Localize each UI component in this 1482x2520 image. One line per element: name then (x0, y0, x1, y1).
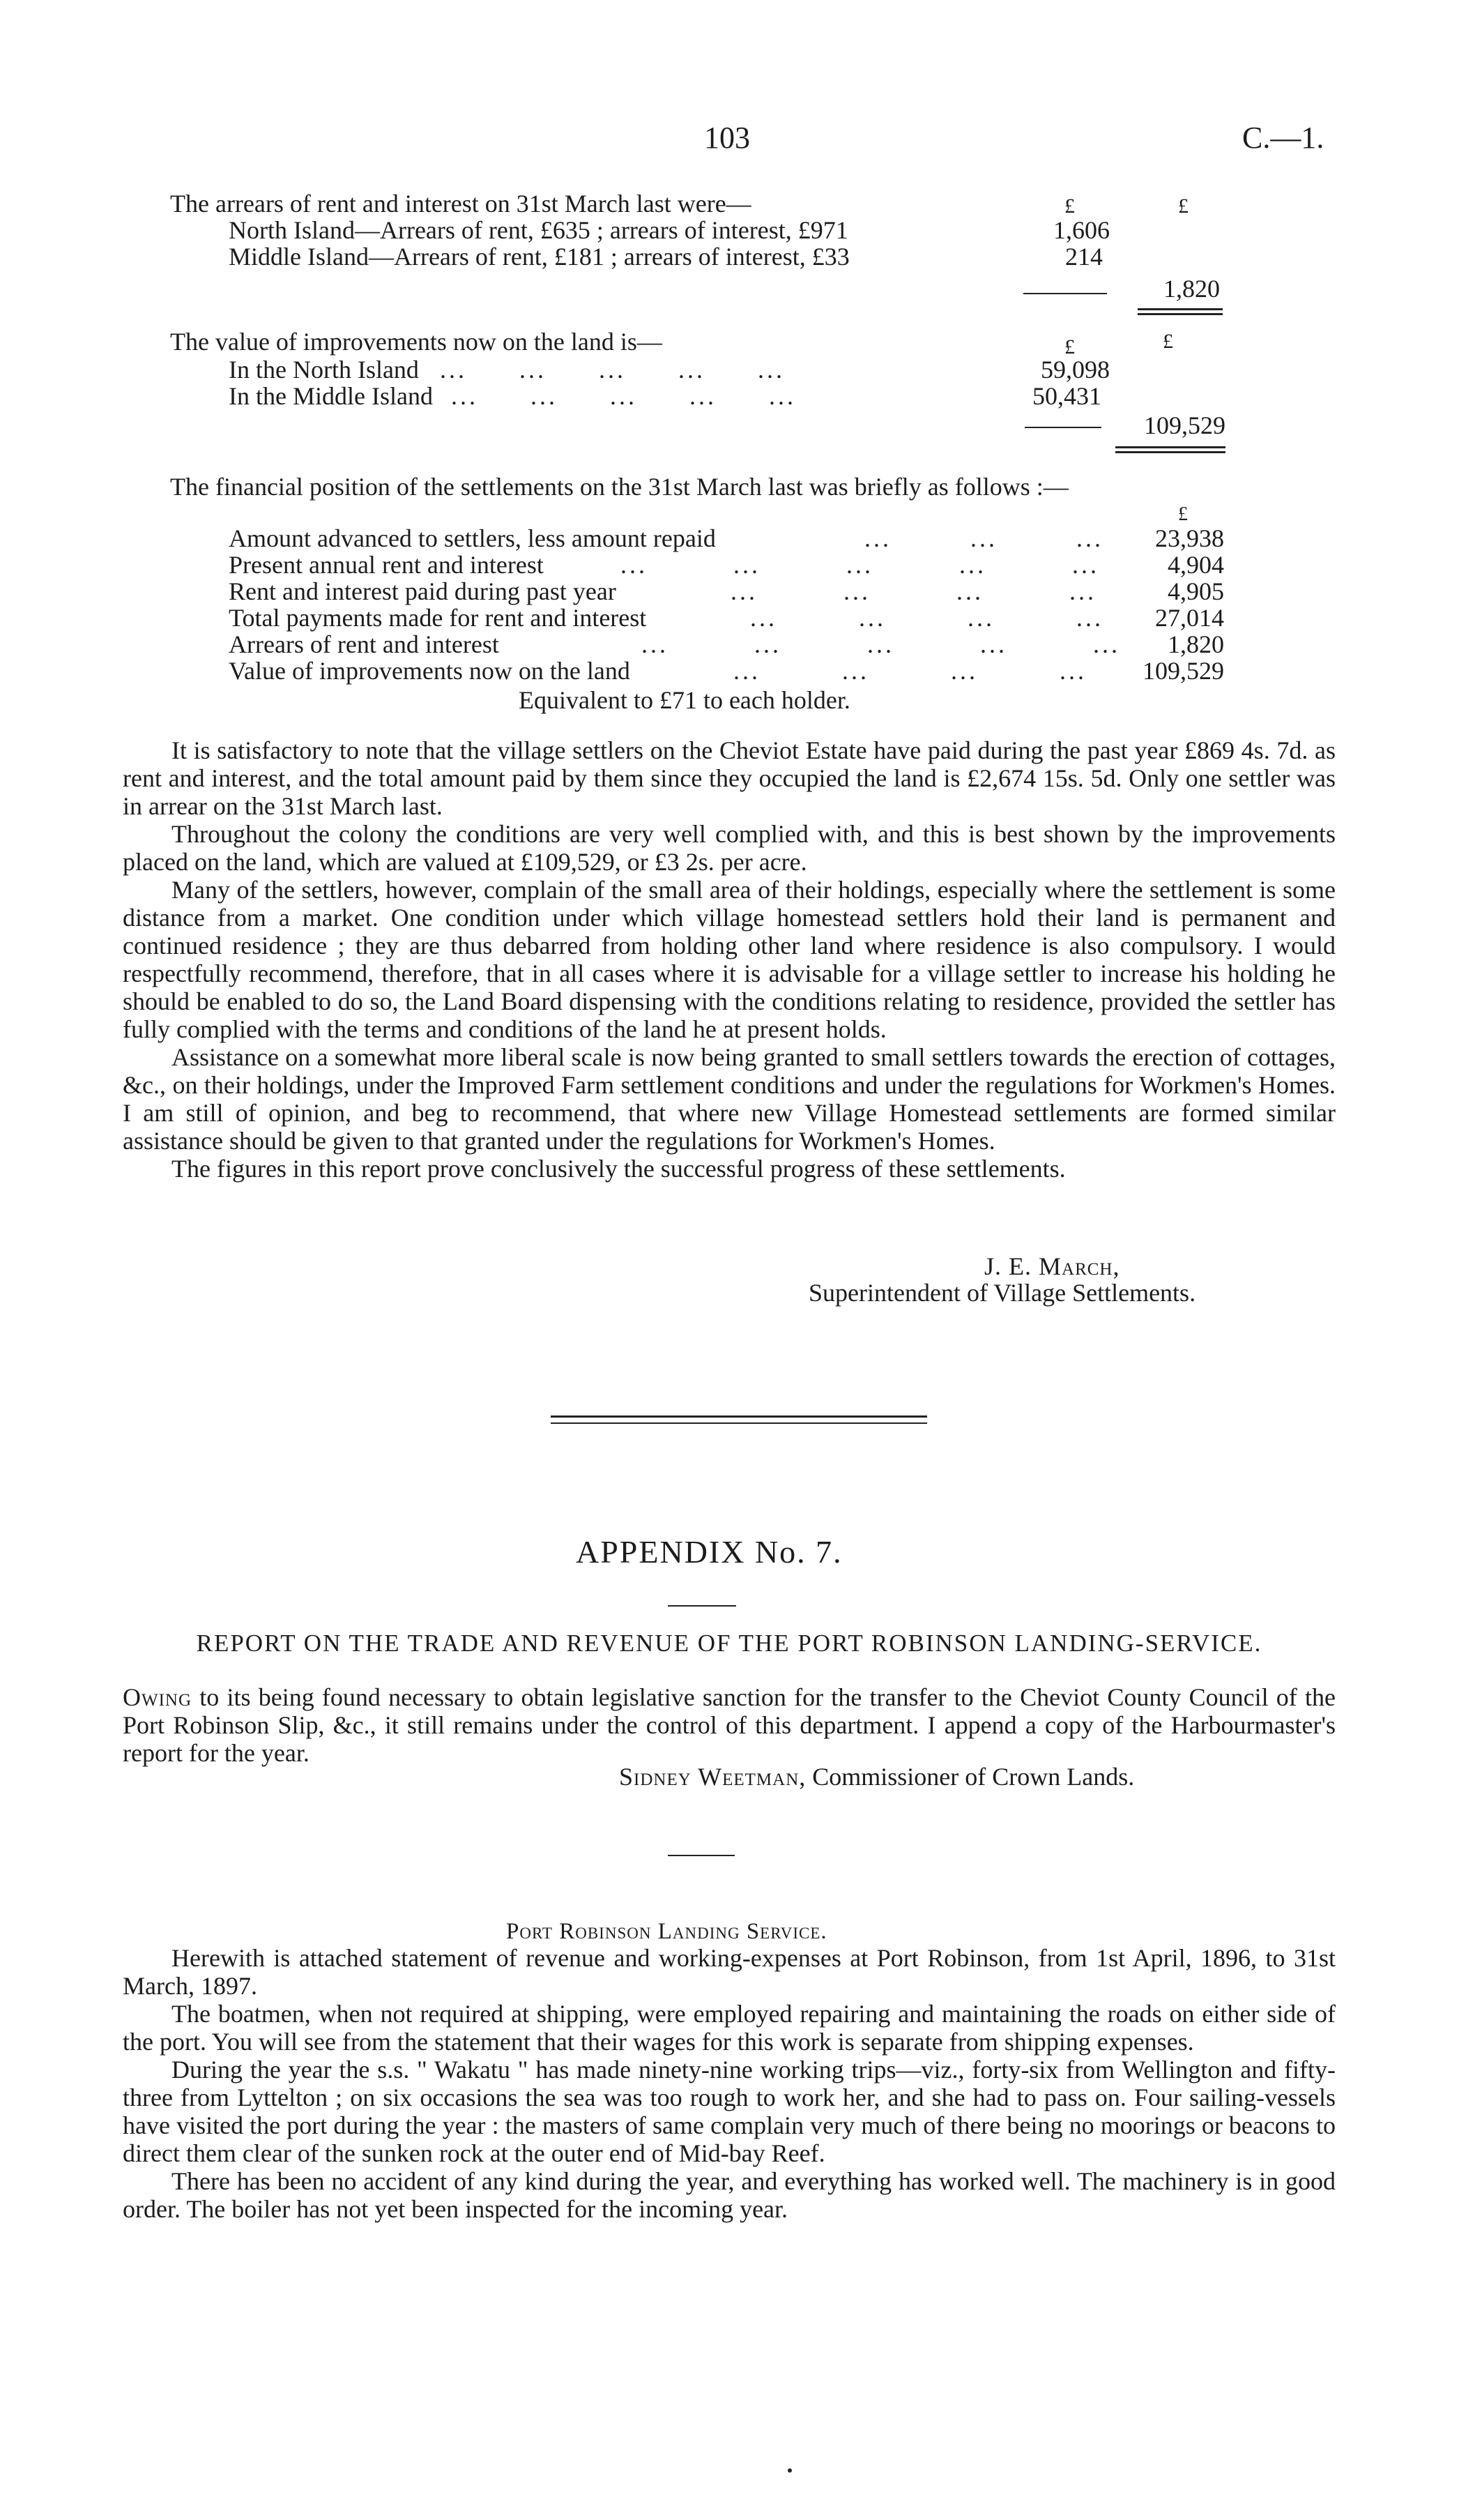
financial-value-3: 4,905 (1168, 577, 1224, 605)
body-paragraph: Throughout the colony the conditions are very well complied with, and this is best shown by the improvements placed on the land, which are valued at £109,529, or £3 2s. per acre. (123, 820, 1336, 876)
appendix-intro-paragraph (123, 1683, 1336, 1767)
page-number: 103 (704, 121, 750, 155)
financial-dots-4: ... ... ... ... (750, 604, 1103, 632)
landing-service-paragraph: Herewith is attached statement of revenue and working-expenses at Port Robinson, from 1st April, 1896, to 31st March, 1897. (123, 1944, 1336, 2000)
improvements-label-north: In the North Island (229, 356, 419, 384)
settlement-report-body (123, 736, 1336, 1183)
body-paragraph: Many of the settlers, however, complain of the small area of their holdings, especially where the settlement is some distance from a market. One condition under which village homestead settlers hold their land is permanent and continued residence ; they are thus debarred from holding other land where residence is also compulsory. I would respectfully recommend, therefore, that in all cases where it is advisable for a village settler to increase his holding he should be enabled to do so, the Land Board dispensing with the conditions relating to residence, provided the settler has fully complied with the terms and conditions of the land he at present holds. (123, 876, 1336, 1043)
arrears-value-middle: 214 (1065, 243, 1103, 271)
section-divider-bottom (551, 1422, 927, 1424)
appendix-signature-title: Commissioner of Crown Lands. (806, 1763, 1135, 1791)
improvements-total-double-rule-2 (1115, 451, 1225, 453)
body-paragraph: Assistance on a somewhat more liberal scale is now being granted to small settlers towards the erection of cottages, &c., on their holdings, under the Improved Farm settlement conditions and under the regulations for Workmen's Homes. I am still of opinion, and beg to recommend, that where new Village Homestead settlements are formed similar assistance should be given to that granted under the regulations for Workmen's Homes. (123, 1043, 1336, 1155)
improvements-line-north (229, 356, 785, 384)
appendix-signature (619, 1763, 1134, 1791)
financial-line-4: Total payments made for rent and interest (229, 604, 647, 632)
arrears-total-double-rule-2 (1138, 313, 1223, 315)
improvements-total: 109,529 (1144, 411, 1225, 439)
appendix-signature-name: Sidney Weetman, (619, 1763, 807, 1791)
financial-value-4: 27,014 (1155, 604, 1224, 632)
arrears-col1-symbol: £ (1064, 195, 1075, 218)
financial-value-6: 109,529 (1143, 657, 1224, 685)
improvements-line-middle (229, 382, 796, 410)
appendix-lead-text: to its being found necessary to obtain legislative sanction for the transfer to the Cheviot County Council of the Port Robinson Slip, &c., it still remains under the control of this department. I append a copy of the Harbourmaster's report for the year. (123, 1683, 1336, 1767)
appendix-title: APPENDIX No. 7. (576, 1534, 843, 1570)
financial-line-5: Arrears of rent and interest (229, 630, 499, 658)
arrears-total: 1,820 (1163, 275, 1220, 303)
landing-service-body (123, 1944, 1336, 2223)
financial-equivalent: Equivalent to £71 to each holder. (519, 686, 850, 714)
improvements-value-middle: 50,431 (1032, 382, 1101, 410)
arrears-value-north: 1,606 (1053, 216, 1110, 244)
body-paragraph: It is satisfactory to note that the village settlers on the Cheviot Estate have paid during the past year £869 4s. 7d. as rent and interest, and the total amount paid by them since they occupied the land is £2,674 15s. 5d. Only one settler was in arrear on the 31st March last. (123, 736, 1336, 820)
financial-value-5: 1,820 (1168, 630, 1224, 658)
document-reference: C.—1. (1242, 121, 1324, 155)
financial-intro: The financial position of the settlements on the 31st March last was briefly as follows :— (170, 473, 1069, 501)
arrears-intro: The arrears of rent and interest on 31st March last were— (170, 190, 751, 218)
arrears-total-double-rule-1 (1138, 308, 1223, 310)
financial-dots-3: ... ... ... ... (731, 577, 1097, 605)
financial-dots-1: ... ... ... (864, 524, 1103, 552)
financial-symbol: £ (1178, 503, 1188, 525)
improvements-dots-north: ... ... ... ... ... (439, 356, 785, 384)
report-title-text: REPORT ON THE TRADE AND REVENUE OF THE PORT ROBINSON LANDING-SERVICE. (196, 1630, 1262, 1657)
signature-name: J. E. March, (984, 1252, 1120, 1280)
appendix-short-rule (668, 1855, 735, 1856)
appendix-title-rule (668, 1605, 736, 1607)
financial-dots-6: ... ... ... ... (733, 657, 1087, 685)
improvements-dots-middle: ... ... ... ... ... (450, 382, 796, 410)
financial-line-3: Rent and interest paid during past year (229, 577, 616, 605)
appendix-intro (123, 1683, 1336, 1767)
report-title (123, 1630, 1336, 1657)
improvements-col1-symbol: £ (1064, 335, 1075, 358)
improvements-label-middle: In the Middle Island (229, 382, 433, 410)
arrears-subtotal-rule (1023, 293, 1107, 294)
arrears-col2-symbol: £ (1178, 195, 1189, 218)
foot-mark (788, 2468, 792, 2473)
financial-line-2: Present annual rent and interest (229, 551, 544, 579)
signature-title: Superintendent of Village Settlements. (809, 1279, 1196, 1307)
landing-service-paragraph: There has been no accident of any kind during the year, and everything has worked well. The machinery is in good order. The boiler has not yet been inspected for the incoming year. (123, 2167, 1336, 2223)
landing-service-paragraph: During the year the s.s. " Wakatu " has made ninety-nine working trips—viz., forty-six from Wellington and fifty-three from Lyttelton ; on six occasions the sea was too rough to work her, and she had to pass on. Four sailing-vessels have visited the port during the year : the masters of same complain very much of there being no moorings or beacons to direct them clear of the sunken rock at the outer end of Mid-bay Reef. (123, 2056, 1336, 2167)
financial-line-6: Value of improvements now on the land (229, 657, 630, 685)
financial-dots-2: ... ... ... ... ... (620, 551, 1099, 579)
improvements-total-double-rule-1 (1115, 446, 1225, 448)
appendix-lead-word: Owing (123, 1683, 192, 1711)
improvements-value-north: 59,098 (1041, 356, 1110, 384)
section-divider-top (551, 1415, 927, 1418)
improvements-col2-symbol: £ (1163, 330, 1173, 353)
financial-value-2: 4,904 (1168, 551, 1224, 579)
landing-service-heading: Port Robinson Landing Service. (506, 1919, 827, 1944)
body-paragraph: The figures in this report prove conclusively the successful progress of these settlements. (171, 1155, 1066, 1183)
financial-dots-5: ... ... ... ... ... (641, 630, 1120, 658)
arrears-line-north: North Island—Arrears of rent, £635 ; arrears of interest, £971 (229, 216, 848, 244)
improvements-subtotal-rule (1025, 427, 1101, 428)
arrears-line-middle: Middle Island—Arrears of rent, £181 ; arrears of interest, £33 (229, 243, 850, 271)
improvements-intro: The value of improvements now on the land is— (170, 328, 662, 356)
landing-service-paragraph: The boatmen, when not required at shipping, were employed repairing and maintaining the roads on either side of the port. You will see from the statement that their wages for this work is separate from shipping expenses. (123, 2000, 1336, 2056)
financial-value-1: 23,938 (1155, 524, 1224, 552)
financial-line-1: Amount advanced to settlers, less amount repaid (229, 524, 716, 552)
